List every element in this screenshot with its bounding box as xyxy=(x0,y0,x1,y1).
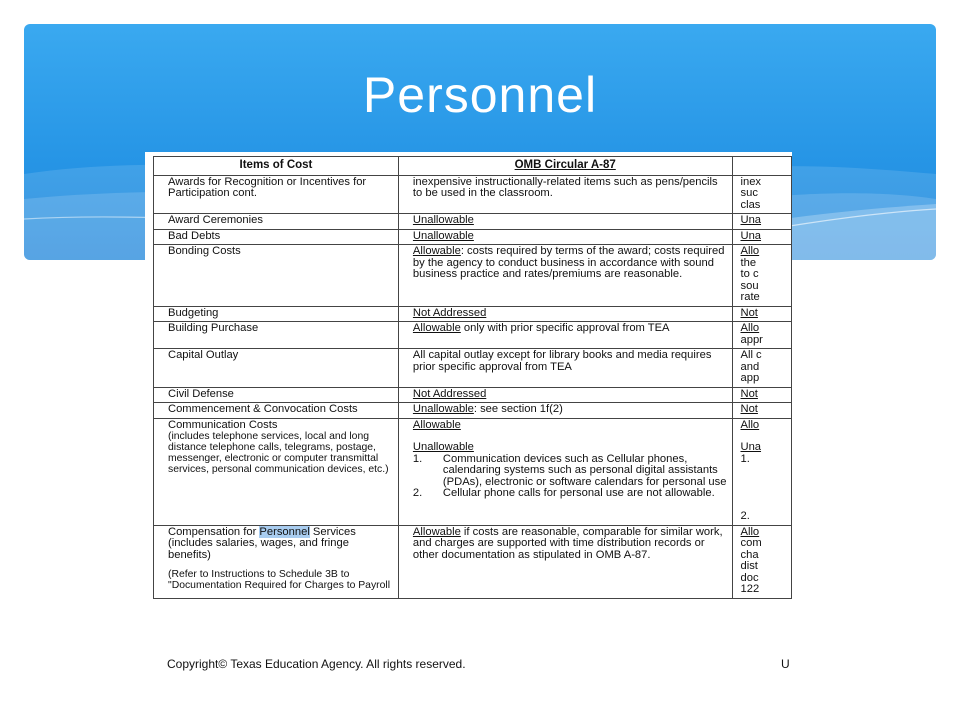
third-cell: Allo Una 1. 2. xyxy=(732,418,792,525)
omb-cell: inexpensive instructionally-related items such as pens/pencils to be used in the classroom. xyxy=(398,175,732,214)
item-cell: Bad Debts xyxy=(154,229,399,245)
table-row xyxy=(154,214,792,230)
item-cell: Award Ceremonies xyxy=(154,214,399,230)
third-cell: Allo appr xyxy=(732,322,792,349)
omb-cell: Unallowable xyxy=(398,229,732,245)
third-cell: Not xyxy=(732,306,792,322)
header-omb-circular: OMB Circular A-87 xyxy=(398,157,732,176)
omb-cell: Allowable Unallowable 1. Communication devices such as Cellular phones, calendaring systems such as personal digital assistants (PDAs), electronic or software calendars for personal use 2. Cellular phone calls for personal use are not allowable. xyxy=(398,418,732,525)
omb-cell: Unallowable: see section 1f(2) xyxy=(398,403,732,419)
third-cell: inex suc clas xyxy=(732,175,792,214)
header-third-column xyxy=(732,157,792,176)
footer-right-text: U xyxy=(781,657,790,671)
list-item: 2. Cellular phone calls for personal use are not allowable. xyxy=(412,487,715,499)
table-row xyxy=(154,387,792,403)
table-row xyxy=(154,403,792,419)
table-row xyxy=(154,245,792,307)
table-row xyxy=(154,229,792,245)
table-row xyxy=(154,525,792,598)
item-cell: Awards for Recognition or Incentives for Participation cont. xyxy=(154,175,399,214)
omb-cell: Not Addressed xyxy=(398,387,732,403)
header-items-of-cost: Items of Cost xyxy=(154,157,399,176)
item-cell: Building Purchase xyxy=(154,322,399,349)
item-cell: Commencement & Convocation Costs xyxy=(154,403,399,419)
slide-title: Personnel xyxy=(362,67,598,123)
third-cell: Allo com cha dist doc 122 xyxy=(732,525,792,598)
item-cell: Capital Outlay xyxy=(154,349,399,388)
item-cell: Bonding Costs xyxy=(154,245,399,307)
list-item: 1. Communication devices such as Cellular phones, calendaring systems such as personal digital assistants (PDAs), electronic or software calendars for personal use xyxy=(412,452,727,488)
omb-cell: Allowable only with prior specific approval from TEA xyxy=(398,322,732,349)
copyright-footer: Copyright© Texas Education Agency. All rights reserved. xyxy=(167,657,466,671)
omb-cell: All capital outlay except for library books and media requires prior specific approval from TEA xyxy=(398,349,732,388)
omb-cell: Allowable if costs are reasonable, comparable for similar work, and charges are supported with time distribution records or other documentation as stipulated in OMB A-87. xyxy=(398,525,732,598)
search-highlight: Personnel xyxy=(259,525,310,538)
table-row xyxy=(154,349,792,388)
omb-cell: Allowable: costs required by terms of the award; costs required by the agency to conduct business in accordance with sound business practice and rates/premiums are reasonable. xyxy=(398,245,732,307)
omb-cell: Unallowable xyxy=(398,214,732,230)
item-cell: Communication Costs (includes telephone services, local and long distance telephone calls, telegrams, postage, messenger, electronic or computer transmittal services, personal communication devices, etc.) xyxy=(154,418,399,525)
omb-cell: Not Addressed xyxy=(398,306,732,322)
table-row xyxy=(154,418,792,525)
table-row xyxy=(154,175,792,214)
third-cell: Una xyxy=(732,214,792,230)
third-cell: Allo the to c sou rate xyxy=(732,245,792,307)
third-cell: Not xyxy=(732,403,792,419)
third-cell: Una xyxy=(732,229,792,245)
item-cell: Compensation for Personnel Services (includes salaries, wages, and fringe benefits) (Refer to Instructions to Schedule 3B to "Documentation Required for Charges to Payroll xyxy=(154,525,399,598)
unallowable-list xyxy=(413,454,728,500)
cost-table xyxy=(153,156,792,599)
item-cell: Civil Defense xyxy=(154,387,399,403)
document-excerpt xyxy=(145,152,792,675)
table-row xyxy=(154,306,792,322)
third-cell: Not xyxy=(732,387,792,403)
table-header-row xyxy=(154,157,792,176)
third-cell: All c and app xyxy=(732,349,792,388)
table-row xyxy=(154,322,792,349)
item-cell: Budgeting xyxy=(154,306,399,322)
